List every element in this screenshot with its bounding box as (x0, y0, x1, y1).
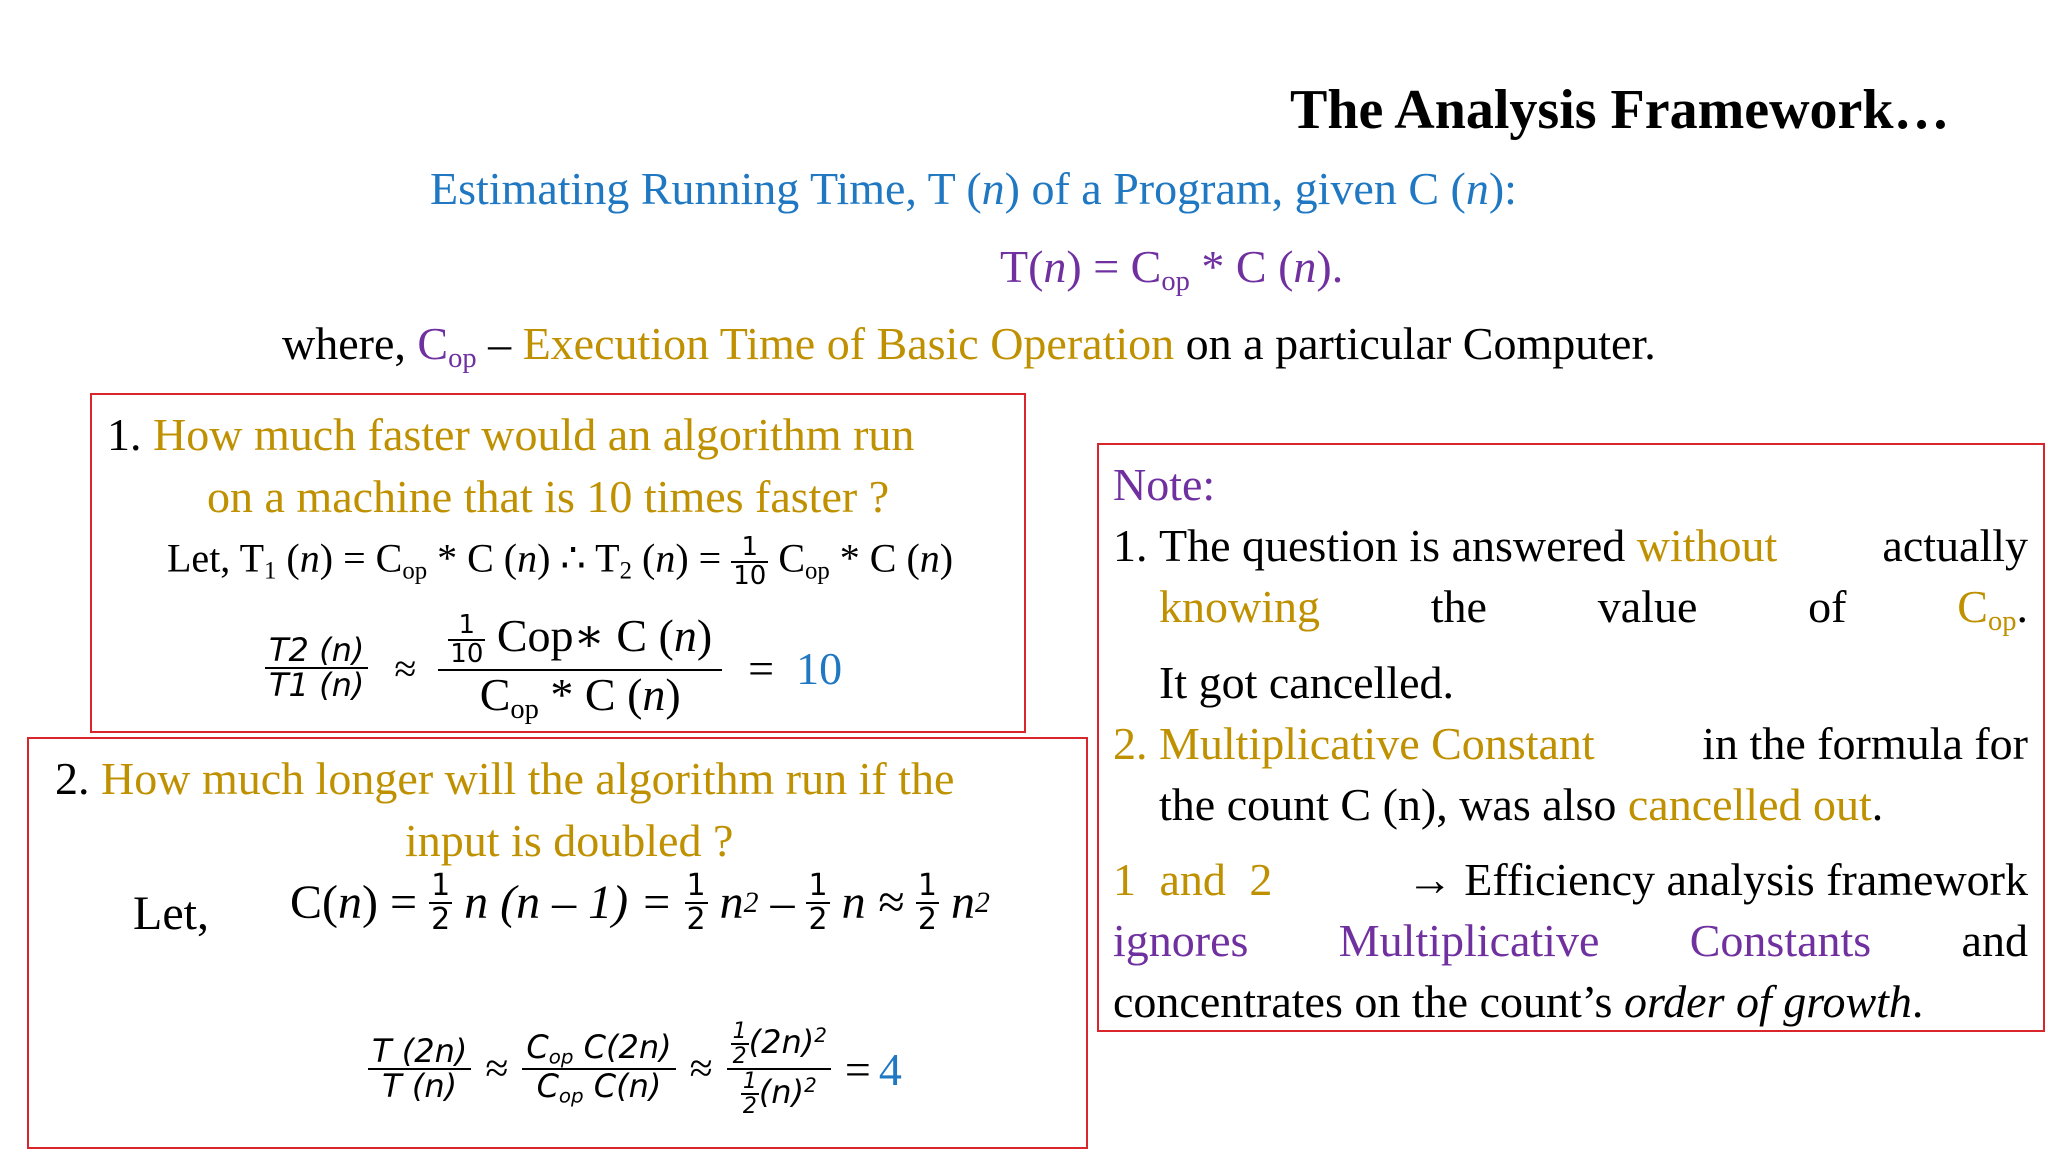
note-item-2-line-2 (1159, 774, 2028, 835)
let-frac-num: 1 (731, 534, 768, 563)
note-item-1-op: op (1987, 605, 2017, 637)
cn-frac-2 (685, 870, 708, 935)
ratio-mid-num-end: ) (696, 610, 713, 661)
running-time-formula (1000, 240, 1343, 298)
note-item-1-number: 1. (1113, 520, 1148, 571)
note-content (1113, 454, 2028, 1032)
ratio-t2-over-t1 (265, 630, 368, 705)
question-1-line1 (107, 408, 914, 461)
note-item-2-number: 2. (1113, 717, 1148, 769)
cn-t4sup: 2 (975, 885, 990, 919)
note-item-1-line-1 (1159, 515, 2028, 576)
question-2-let-word: Let, (133, 887, 209, 940)
ratio-cop-num (438, 612, 722, 671)
ratio2-half-den-fn: 1 (742, 1069, 757, 1095)
cn-frac-4-den: 2 (917, 901, 938, 937)
note-item-2-body (1159, 713, 2028, 835)
formula-end: ). (1316, 241, 1344, 292)
where-dash: – (476, 318, 523, 369)
ratio2-tn: T (n) (382, 1067, 458, 1106)
ratio-tenth-num: 1 (448, 612, 485, 641)
note-item-1-of: of (1808, 581, 1847, 632)
ratio2-cop-num-op: op (548, 1045, 574, 1069)
ratio-t1: T1 (n) (269, 666, 365, 705)
note-item-2-line-1 (1159, 713, 2028, 774)
let-p7: C (768, 535, 805, 581)
cn-n: n (338, 876, 362, 929)
let-p1: ( (276, 535, 300, 581)
note-item-1-line-1-a: The question is answered (1159, 520, 1637, 571)
formula-eq: ) = C (1066, 241, 1162, 292)
note-item-1-cop (1957, 576, 2028, 652)
note-item-1-body (1159, 515, 2028, 713)
let-s2: 2 (619, 557, 632, 585)
where-c: C (417, 318, 449, 369)
question-1-let-line (167, 534, 953, 591)
page-title: The Analysis Framework… (1290, 79, 1950, 141)
let-p3: * C ( (427, 535, 518, 581)
note-conclusion-and: and (1961, 914, 2028, 966)
where-rest: on a particular Computer. (1174, 318, 1656, 369)
subtitle-suffix: ): (1488, 163, 1517, 214)
note-conclusion-1and2: 1 and 2 (1113, 853, 1273, 905)
ratio2-cop-fraction (522, 1027, 675, 1108)
ratio2-half-den-rest: (n) (758, 1073, 805, 1112)
formula-star: * C ( (1189, 241, 1294, 292)
cn-t2a: n (707, 876, 744, 929)
ratio2-cop-num-rest: C(2n) (573, 1027, 672, 1066)
formula-n1: n (1043, 241, 1067, 292)
question-2-ratio (368, 1020, 902, 1118)
cn-frac-1-den: 2 (431, 901, 451, 937)
cn-t2sup: 2 (743, 885, 759, 919)
note-item-1-line-2 (1159, 576, 2028, 652)
where-op: op (448, 342, 477, 374)
ratio2-cop-den-op: op (558, 1084, 584, 1108)
let-op2: op (805, 557, 830, 585)
let-op1: op (402, 557, 428, 585)
note-item-1-knowing: knowing (1159, 581, 1320, 632)
let-p6: ) = (675, 535, 732, 581)
note-item-1-line-1-b: actually (1870, 520, 2028, 571)
ratio2-half-num-fn: 1 (732, 1019, 747, 1044)
subtitle-prefix: Estimating Running Time, T ( (430, 163, 982, 214)
cn-frac-2-num: 1 (686, 868, 706, 903)
question-1-number: 1. (107, 409, 153, 460)
note-item-1-the: the (1430, 581, 1487, 632)
ratio-den-op: op (510, 693, 539, 725)
ratio2-t2n: T (2n) (368, 1035, 471, 1071)
note-item-1 (1113, 515, 2028, 713)
cn-t2b: – (758, 876, 807, 929)
ratio2-cop-den (522, 1067, 675, 1108)
ratio2-half-den-sup: 2 (804, 1074, 817, 1098)
ratio-result-10: 10 (796, 642, 843, 694)
cn-frac-3-num: 1 (808, 868, 828, 903)
note-item-1-line-3: It got cancelled. (1159, 656, 1455, 708)
ratio2-cop-num-c: C (526, 1027, 549, 1066)
subtitle-n1: n (981, 163, 1005, 214)
formula-t: T( (1000, 241, 1044, 292)
ratio-cop-den (438, 668, 722, 725)
ratio-den-end: ) (665, 668, 681, 720)
cn-frac-1 (429, 870, 452, 935)
note-conclusion-line-1 (1113, 849, 2028, 910)
cn-t1: n (n – 1) = (452, 876, 685, 929)
let-s1: 1 (264, 557, 277, 585)
ratio2-half-num-fd: 2 (732, 1044, 747, 1070)
ratio-den-n: n (642, 668, 666, 720)
ratio-approx: ≈ (394, 645, 417, 691)
ratio-t2: T2 (n) (265, 634, 368, 670)
ratio-tenth-den: 10 (450, 639, 484, 670)
note-conclusion-line-2 (1113, 910, 2028, 971)
ratio2-half-num-rest: (2n) (748, 1023, 815, 1062)
note-conclusion-arrow: → Efficiency analysis framework (1395, 853, 2028, 905)
ratio2-cop-num (522, 1027, 675, 1070)
question-2-text-1: How much longer will the algorithm run if the (101, 753, 955, 804)
note-conclusion-constants: Constants (1689, 914, 1872, 966)
let-p8: * C ( (829, 535, 920, 581)
let-p4: ) ∴ T (537, 535, 620, 581)
let-t1: Let, T (167, 535, 265, 581)
subtitle-n2: n (1465, 163, 1489, 214)
cn-frac-2-den: 2 (686, 901, 706, 937)
note-conclusion-c3a: concentrates on the count’s (1113, 975, 1624, 1027)
note-item-2-cancelled: cancelled out (1627, 778, 1872, 830)
note-conclusion-c3c: . (1911, 975, 1924, 1027)
ratio2-half-num (727, 1020, 831, 1070)
note-item-2 (1113, 713, 2028, 835)
ratio-den-c: C (479, 668, 511, 720)
ratio2-half-den-fd: 2 (742, 1094, 757, 1120)
ratio2-equals: = (844, 1043, 871, 1095)
cn-t3: n ≈ (829, 876, 916, 929)
let-n1: n (299, 535, 320, 581)
let-frac-den: 10 (733, 561, 767, 592)
ratio2-half-num-sup: 2 (814, 1024, 827, 1048)
formula-op: op (1161, 265, 1190, 297)
let-n4: n (919, 535, 940, 581)
let-p5: ( (632, 535, 656, 581)
where-line (282, 317, 1656, 375)
question-2-number: 2. (55, 753, 101, 804)
cn-c: C( (290, 876, 338, 929)
note-item-2-dot: . (1871, 778, 1884, 830)
let-fraction (731, 534, 768, 591)
ratio-mid-num: Cop∗ C ( (485, 610, 674, 661)
ratio-tenth (448, 612, 485, 669)
question-1-text-1: How much faster would an algorithm run (153, 409, 915, 460)
subtitle (430, 162, 1517, 215)
ratio-cop-fraction (438, 612, 722, 725)
note-item-2-mc: Multiplicative Constant (1159, 717, 1595, 769)
where-word: where, (282, 318, 418, 369)
cn-frac-1-num: 1 (431, 868, 451, 903)
ratio2-result-4: 4 (878, 1043, 902, 1095)
subtitle-middle: ) of a Program, given C ( (1004, 163, 1466, 214)
ratio2-half-den-frac (741, 1070, 759, 1118)
note-heading: Note: (1113, 459, 1216, 510)
note-conclusion-ignores: ignores (1113, 914, 1249, 966)
note-item-1-value: value (1597, 581, 1698, 632)
note-item-2-line-1-rest: in the formula for (1690, 717, 2028, 769)
question-1-ratio (265, 612, 842, 725)
formula-n2: n (1293, 241, 1317, 292)
cn-frac-4 (916, 870, 939, 935)
let-n2: n (517, 535, 538, 581)
where-exec: Execution Time of Basic Operation (522, 318, 1175, 369)
ratio2-half-num-frac (731, 1020, 749, 1068)
ratio2-approx-2: ≈ (689, 1046, 713, 1093)
ratio2-cop-den-c: C (536, 1067, 559, 1106)
question-2-line1 (55, 752, 954, 805)
note-conclusion-line-3 (1113, 971, 2028, 1032)
cn-t4a: n (939, 876, 976, 929)
cn-frac-4-num: 1 (917, 868, 938, 903)
let-n3: n (655, 535, 676, 581)
ratio2-t2n-over-tn (368, 1031, 471, 1106)
note-item-1-c: C (1957, 581, 1988, 632)
ratio-mid-num-n: n (673, 610, 697, 661)
question-2-cn-formula (290, 870, 990, 935)
ratio2-approx-1: ≈ (485, 1046, 509, 1093)
note-item-2-line-2-a: the count C (n), was also (1159, 778, 1628, 830)
note-item-1-dot: . (2016, 581, 2028, 632)
cn-eq1: ) = (362, 876, 430, 929)
cn-frac-3 (806, 870, 829, 935)
note-conclusion-multiplicative: Multiplicative (1338, 914, 1600, 966)
cn-frac-3-den: 2 (808, 901, 828, 937)
note-conclusion-order: order of growth (1623, 975, 1912, 1027)
let-p9: ) (939, 535, 954, 581)
ratio2-half-den (727, 1070, 831, 1118)
let-p2: ) = C (319, 535, 403, 581)
question-2-line2: input is doubled ? (405, 815, 734, 866)
ratio2-cop-den-rest: C(n) (583, 1067, 662, 1106)
ratio-den-rest: * C ( (538, 668, 643, 720)
ratio2-half-fraction (727, 1020, 831, 1118)
question-1-line2: on a machine that is 10 times faster ? (207, 471, 890, 522)
note-item-1-without: without (1636, 520, 1778, 571)
ratio-equals: = (748, 642, 775, 694)
